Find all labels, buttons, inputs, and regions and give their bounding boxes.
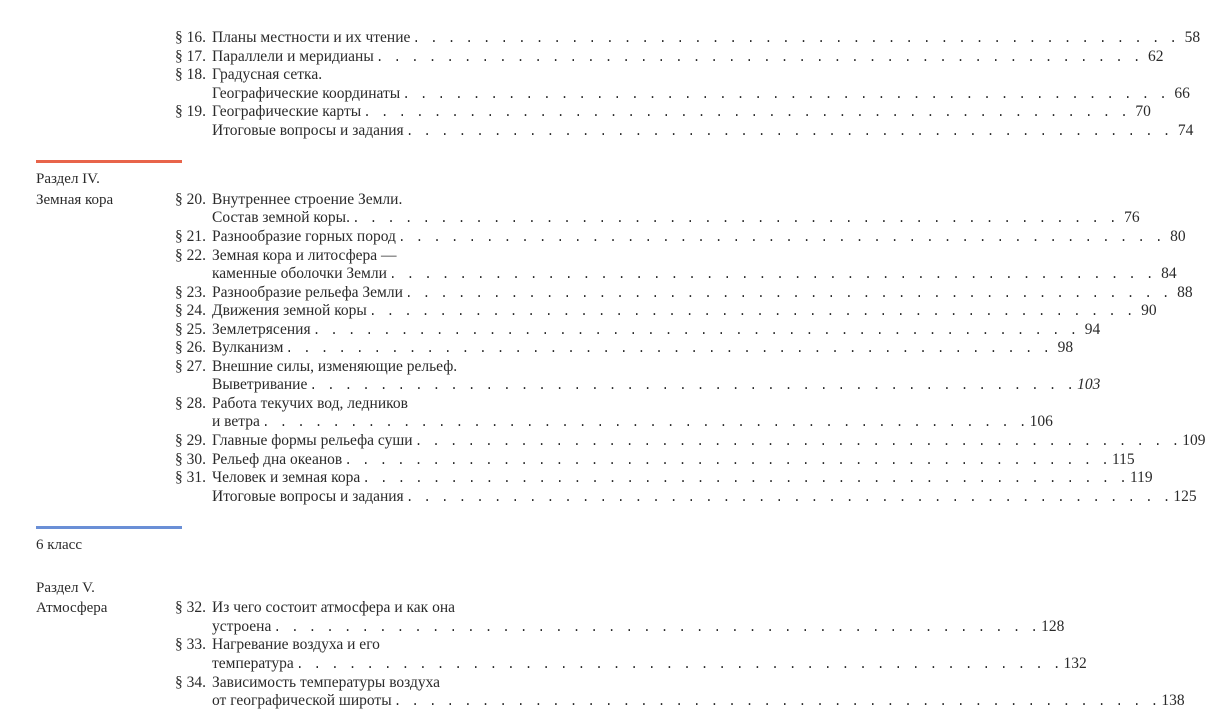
entry-title: Рельеф дна океанов xyxy=(212,450,343,468)
entry-line xyxy=(212,376,1101,395)
entry-title: Человек и земная кора xyxy=(212,469,361,487)
entry-line xyxy=(212,121,1194,141)
entry-title: Нагревание воздуха и его xyxy=(212,636,380,654)
entry-line xyxy=(212,47,1164,67)
entry-title: каменные оболочки Земли xyxy=(212,265,387,283)
page-number: 62 xyxy=(1148,47,1164,65)
page-number: 84 xyxy=(1161,265,1177,283)
entry-title: Движения земной коры xyxy=(212,302,367,320)
leader-dots: . . . . . . . . . . . . . . . . . . . . . . . . . . . . . . . . . . . . . . . . . . . . xyxy=(375,49,1142,65)
leader-dots: . . . . . . . . . . . . . . . . . . . . . . . . . . . . . . . . . . . . . . . . . . . . xyxy=(351,211,1118,227)
entry-line xyxy=(212,320,1101,340)
leader-dots: . . . . . . . . . . . . . . . . . . . . . . . . . . . . . . . . . . . . . . . . . . . . xyxy=(397,229,1164,245)
entry-title: Работа текучих вод, ледников xyxy=(212,394,408,412)
section-title: Раздел IV. xyxy=(36,171,100,188)
entry-line xyxy=(212,487,1197,507)
leader-dots: . . . . . . . . . . . . . . . . . . . . . . . . . . . . . . . . . . . . . . . . . . . . xyxy=(309,378,1076,394)
entry-title: устроена xyxy=(212,617,272,635)
paragraph-number: § 29. xyxy=(175,432,206,449)
entry-line xyxy=(212,227,1186,247)
page-number: 115 xyxy=(1111,450,1135,468)
entry-title: и ветра xyxy=(212,413,260,431)
section-title: Раздел V. xyxy=(36,579,95,596)
entry-line xyxy=(212,692,1185,711)
entry-title: Из чего состоит атмосфера и как она xyxy=(212,599,455,617)
entry-line xyxy=(212,265,1177,284)
leader-dots: . . . . . . . . . . . . . . . . . . . . . . . . . . . . . . . . . . . . . . . . . . . . xyxy=(414,434,1181,449)
paragraph-number: § 16. xyxy=(175,29,206,46)
section-divider xyxy=(36,160,182,163)
paragraph-number: § 18. xyxy=(175,66,206,84)
paragraph-number: § 30. xyxy=(175,450,206,468)
leader-dots: . . . . . . . . . . . . . . . . . . . . . . . . . . . . . . . . . . . . . . . . . . . . xyxy=(402,86,1168,102)
paragraph-number: § 27. xyxy=(175,357,206,375)
paragraph-number: § 21. xyxy=(175,227,206,245)
entry-line xyxy=(212,654,1087,674)
paragraph-number: § 26. xyxy=(175,339,206,357)
paragraph-number: § 22. xyxy=(175,246,206,264)
entry-title: Итоговые вопросы и задания xyxy=(212,121,404,139)
leader-dots: . . . . . . . . . . . . . . . . . . . . . . . . . . . . . . . . . . . . . . . . . . . . xyxy=(388,267,1155,283)
entry-title: Внешние силы, изменяющие рельеф. xyxy=(212,357,458,375)
entry-line xyxy=(212,395,514,413)
leader-dots: . . . . . . . . . . . . . . . . . . . . . . . . . . . . . . . . . . . . . . . . . . . . xyxy=(368,304,1135,320)
page-number: 80 xyxy=(1170,227,1186,245)
entry-line xyxy=(212,103,1151,122)
paragraph-number: § 32. xyxy=(175,599,206,617)
leader-dots: . . . . . . . . . . . . . . . . . . . . . . . . . . . . . . . . . . . . . . . . . . . . xyxy=(273,619,1040,635)
entry-title: Главные формы рельефа суши xyxy=(212,432,413,449)
paragraph-number: § 24. xyxy=(175,302,206,320)
entry-line xyxy=(212,413,1053,432)
page-number: 128 xyxy=(1041,617,1065,635)
page-number: 66 xyxy=(1174,84,1190,102)
paragraph-number: § 33. xyxy=(175,636,206,654)
leader-dots: . . . . . . . . . . . . . . . . . . . . . . . . . . . . . . . . . . . . . . . . . . . . xyxy=(405,489,1172,505)
entry-title: Разнообразие горных пород xyxy=(212,227,396,245)
entry-line xyxy=(212,599,514,617)
leader-dots: . . . . . . . . . . . . . . . . . . . . . . . . . . . . . . . . . . . . . . . . . . . . xyxy=(344,452,1110,468)
grade-divider xyxy=(36,526,182,529)
paragraph-number: § 31. xyxy=(175,469,206,487)
page-number: 76 xyxy=(1124,209,1140,227)
entry-title: Выветривание xyxy=(212,376,308,394)
entry-line xyxy=(212,302,1157,321)
leader-dots: . . . . . . . . . . . . . . . . . . . . . . . . . . . . . . . . . . . . . . . . . . . . xyxy=(363,105,1129,121)
page-number: 109 xyxy=(1182,432,1206,449)
entry-line xyxy=(212,29,1201,48)
entry-line xyxy=(212,84,1190,104)
page-number: 74 xyxy=(1177,121,1194,139)
leader-dots: . . . . . . . . . . . . . . . . . . . . . . . . . . . . . . . . . . . . . . . . . . . . xyxy=(404,285,1171,301)
leader-dots: . . . . . . . . . . . . . . . . . . . . . . . . . . . . . . . . . . . . . . . . . . . . xyxy=(285,341,1052,357)
page-number: 98 xyxy=(1057,339,1074,357)
paragraph-number: § 34. xyxy=(175,673,206,691)
page-number: 125 xyxy=(1173,487,1197,505)
entry-title: температура xyxy=(212,654,294,672)
entry-line xyxy=(212,209,1140,228)
leader-dots: . . . . . . . . . . . . . . . . . . . . . . . . . . . . . . . . . . . . . . . . . . . . xyxy=(261,415,1028,431)
entry-line xyxy=(212,358,514,376)
entry-title: Разнообразие рельефа Земли xyxy=(212,283,403,301)
leader-dots: . . . . . . . . . . . . . . . . . . . . . . . . . . . . . . . . . . . . . . . . . . . . xyxy=(412,31,1179,46)
leader-dots: . . . . . . . . . . . . . . . . . . . . . . . . . . . . . . . . . . . . . . . . . . . . xyxy=(405,123,1172,139)
grade-title: 6 класс xyxy=(36,537,82,554)
entry-title: Вулканизм xyxy=(212,339,284,357)
entry-title: Географические карты xyxy=(212,103,362,121)
entry-title: Землетрясения xyxy=(212,320,311,338)
leader-dots: . . . . . . . . . . . . . . . . . . . . . . . . . . . . . . . . . . . . . . . . . . . . xyxy=(393,694,1160,710)
entry-line xyxy=(212,191,514,209)
page-number: 106 xyxy=(1029,413,1053,431)
entry-line xyxy=(212,432,1206,451)
section-subtitle: Земная кора xyxy=(36,191,114,208)
leader-dots: . . . . . . . . . . . . . . . . . . . . . . . . . . . . . . . . . . . . . . . . . . . . xyxy=(362,471,1128,487)
paragraph-number: § 28. xyxy=(175,394,206,412)
entry-line xyxy=(212,339,1074,358)
section-subtitle: Атмосфера xyxy=(36,600,108,617)
paragraph-number: § 19. xyxy=(175,103,206,121)
entry-title: Географические координаты xyxy=(212,84,401,102)
entry-title: Итоговые вопросы и задания xyxy=(212,487,404,505)
entry-line xyxy=(212,66,514,84)
paragraph-number: § 23. xyxy=(175,283,206,301)
entry-line xyxy=(212,674,514,692)
entry-line xyxy=(212,450,1135,470)
page-number: 94 xyxy=(1084,320,1101,338)
entry-line xyxy=(212,617,1065,637)
page-number: 119 xyxy=(1129,469,1153,487)
entry-title: от географической широты xyxy=(212,692,392,710)
paragraph-number: § 25. xyxy=(175,320,206,338)
entry-line xyxy=(212,283,1193,303)
leader-dots: . . . . . . . . . . . . . . . . . . . . . . . . . . . . . . . . . . . . . . . . . . . . xyxy=(312,322,1079,338)
page-number: 70 xyxy=(1135,103,1151,121)
entry-line xyxy=(212,636,514,654)
entry-title: Состав земной коры. xyxy=(212,209,350,227)
paragraph-number: § 20. xyxy=(175,190,206,208)
page-number: 90 xyxy=(1141,302,1157,320)
entry-title: Внутреннее строение Земли. xyxy=(212,190,403,208)
leader-dots: . . . . . . . . . . . . . . . . . . . . . . . . . . . . . . . . . . . . . . . . . . . . xyxy=(295,656,1062,672)
entry-line xyxy=(212,247,514,265)
entry-title: Земная кора и литосфера — xyxy=(212,246,397,264)
entry-title: Зависимость температуры воздуха xyxy=(212,673,441,691)
page-number: 58 xyxy=(1184,29,1201,46)
paragraph-number: § 17. xyxy=(175,47,206,65)
entry-title: Градусная сетка. xyxy=(212,66,323,84)
entry-title: Планы местности и их чтение xyxy=(212,29,411,46)
page-number: 103 xyxy=(1077,376,1101,394)
page-number: 88 xyxy=(1177,283,1193,301)
page-number: 138 xyxy=(1161,692,1185,710)
entry-line xyxy=(212,469,1153,488)
page-number: 132 xyxy=(1063,654,1087,672)
entry-title: Параллели и меридианы xyxy=(212,47,374,65)
